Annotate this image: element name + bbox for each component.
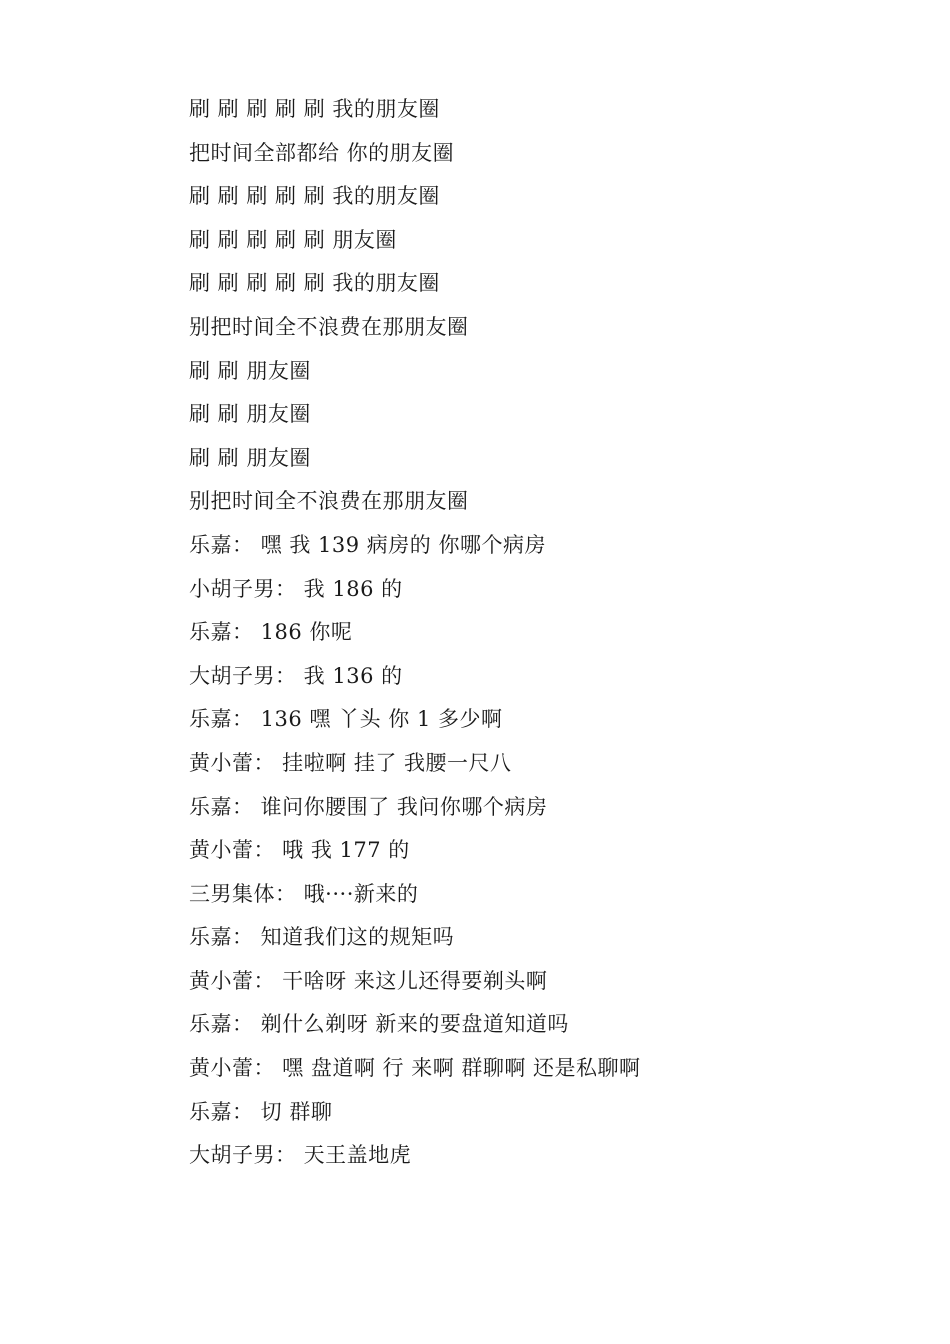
dialogue-line: 黄小蕾： 挂啦啊 挂了 我腰一尺八 — [189, 750, 512, 775]
text-line: 刷 刷 刷 刷 刷 我的朋友圈 — [189, 184, 440, 209]
text-line: 别把时间全不浪费在那朋友圈 — [189, 314, 469, 339]
dialogue-line: 黄小蕾： 干啥呀 来这儿还得要剃头啊 — [189, 968, 548, 993]
text-line: 别把时间全不浪费在那朋友圈 — [189, 489, 469, 514]
dialogue-line: 三男集体： 哦····新来的 — [189, 881, 419, 906]
text-line: 刷 刷 朋友圈 — [189, 358, 311, 383]
dialogue-line: 乐嘉： 知道我们这的规矩吗 — [189, 925, 455, 950]
dialogue-line: 乐嘉： 剃什么剃呀 新来的要盘道知道吗 — [189, 1012, 569, 1037]
lyrics-dialogue-text — [189, 88, 889, 1178]
dialogue-line: 乐嘉： 谁问你腰围了 我问你哪个病房 — [189, 794, 548, 819]
dialogue-line: 黄小蕾： 嘿 盘道啊 行 来啊 群聊啊 还是私聊啊 — [189, 1056, 641, 1081]
text-line: 刷 刷 刷 刷 刷 我的朋友圈 — [189, 271, 440, 296]
text-line: 把时间全部都给 你的朋友圈 — [189, 140, 455, 165]
text-line: 刷 刷 刷 刷 刷 我的朋友圈 — [189, 97, 440, 121]
dialogue-line: 大胡子男： 天王盖地虎 — [189, 1143, 412, 1168]
dialogue-line: 小胡子男： 我 186 的 — [189, 576, 403, 601]
dialogue-line: 大胡子男： 我 136 的 — [189, 663, 403, 688]
text-line: 刷 刷 朋友圈 — [189, 445, 311, 470]
dialogue-line: 乐嘉： 嘿 我 139 病房的 你哪个病房 — [189, 532, 546, 557]
text-line: 刷 刷 刷 刷 刷 朋友圈 — [189, 227, 397, 252]
dialogue-line: 乐嘉： 切 群聊 — [189, 1099, 333, 1124]
text-line: 刷 刷 朋友圈 — [189, 402, 311, 427]
dialogue-line: 乐嘉： 136 嘿 丫头 你 1 多少啊 — [189, 707, 503, 732]
dialogue-line: 黄小蕾： 哦 我 177 的 — [189, 838, 410, 863]
dialogue-line: 乐嘉： 186 你呢 — [189, 620, 353, 645]
